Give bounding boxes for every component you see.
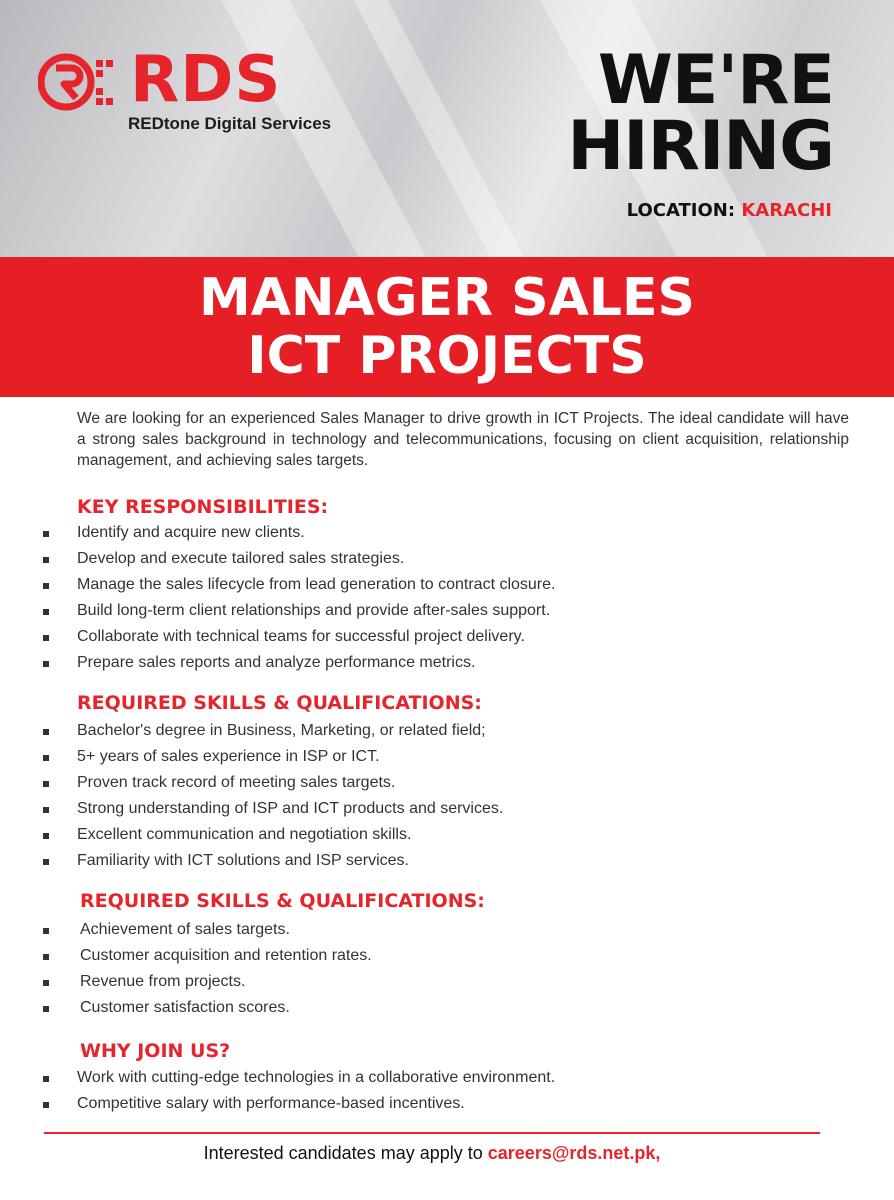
- list-item: Customer acquisition and retention rates.: [0, 943, 894, 969]
- bullet-icon: [43, 1006, 49, 1012]
- bullet-icon: [43, 781, 49, 787]
- footer-divider: [44, 1132, 820, 1134]
- bullet-icon: [43, 807, 49, 813]
- list-item: Collaborate with technical teams for successful project delivery.: [0, 624, 894, 650]
- list-item: Identify and acquire new clients.: [0, 520, 894, 546]
- apply-text: Interested candidates may apply to: [203, 1143, 483, 1163]
- skills-list: [0, 718, 894, 874]
- job-title-line-2: ICT PROJECTS: [247, 326, 647, 386]
- bullet-icon: [43, 661, 49, 667]
- list-item: Develop and execute tailored sales strategies.: [0, 546, 894, 572]
- why-join-list: [0, 1065, 894, 1117]
- responsibilities-title: KEY RESPONSIBILITIES:: [77, 496, 329, 518]
- brand-logo: [38, 43, 338, 138]
- list-item: Bachelor's degree in Business, Marketing, or related field;: [0, 718, 894, 744]
- bullet-icon: [43, 557, 49, 563]
- list-item: Customer satisfaction scores.: [0, 995, 894, 1021]
- list-item: Proven track record of meeting sales targets.: [0, 770, 894, 796]
- list-item: Achievement of sales targets.: [0, 917, 894, 943]
- apply-email-link[interactable]: careers@rds.net.pk,: [487, 1143, 661, 1163]
- bullet-icon: [43, 729, 49, 735]
- bullet-icon: [43, 609, 49, 615]
- bullet-icon: [43, 1076, 49, 1082]
- list-item: Competitive salary with performance-based incentives.: [0, 1091, 894, 1117]
- hiring-headline: [567, 41, 834, 186]
- bullet-icon: [43, 531, 49, 537]
- metrics-title: REQUIRED SKILLS & QUALIFICATIONS:: [80, 890, 485, 912]
- skills-title: REQUIRED SKILLS & QUALIFICATIONS:: [77, 692, 482, 714]
- why-join-title: WHY JOIN US?: [80, 1040, 231, 1062]
- location-label: LOCATION:: [626, 200, 736, 221]
- job-title-banner: [0, 257, 894, 397]
- hiring-line-2: HIRING: [567, 107, 834, 186]
- location-city: KARACHI: [741, 200, 832, 221]
- job-title-line-1: MANAGER SALES: [199, 268, 695, 328]
- responsibilities-list: [0, 520, 894, 676]
- rds-logo-icon: [38, 52, 120, 112]
- hiring-line-1: WE'RE: [597, 41, 834, 120]
- list-item: Prepare sales reports and analyze performance metrics.: [0, 650, 894, 676]
- location: [627, 200, 832, 221]
- brand-name: RDS: [130, 43, 282, 117]
- bullet-icon: [43, 1102, 49, 1108]
- list-item: Revenue from projects.: [0, 969, 894, 995]
- job-intro: We are looking for an experienced Sales Manager to drive growth in ICT Projects. The ideal candidate will have a strong sales background in technology and telecommunications, focusing on client acquisition, relationship management, and achieving sales targets.: [77, 410, 849, 469]
- bullet-icon: [43, 755, 49, 761]
- bullet-icon: [43, 583, 49, 589]
- list-item: 5+ years of sales experience in ISP or ICT.: [0, 744, 894, 770]
- bullet-icon: [43, 635, 49, 641]
- list-item: Excellent communication and negotiation skills.: [0, 822, 894, 848]
- list-item: Work with cutting-edge technologies in a collaborative environment.: [0, 1065, 894, 1091]
- brand-subtitle: REDtone Digital Services: [128, 114, 332, 133]
- list-item: Build long-term client relationships and provide after-sales support.: [0, 598, 894, 624]
- apply-line: [0, 1143, 864, 1164]
- bullet-icon: [43, 980, 49, 986]
- list-item: Strong understanding of ISP and ICT products and services.: [0, 796, 894, 822]
- header-area: [0, 0, 894, 257]
- bullet-icon: [43, 833, 49, 839]
- bullet-icon: [43, 859, 49, 865]
- list-item: Manage the sales lifecycle from lead generation to contract closure.: [0, 572, 894, 598]
- bullet-icon: [43, 954, 49, 960]
- list-item: Familiarity with ICT solutions and ISP services.: [0, 848, 894, 874]
- metrics-list: [0, 917, 894, 1021]
- bullet-icon: [43, 928, 49, 934]
